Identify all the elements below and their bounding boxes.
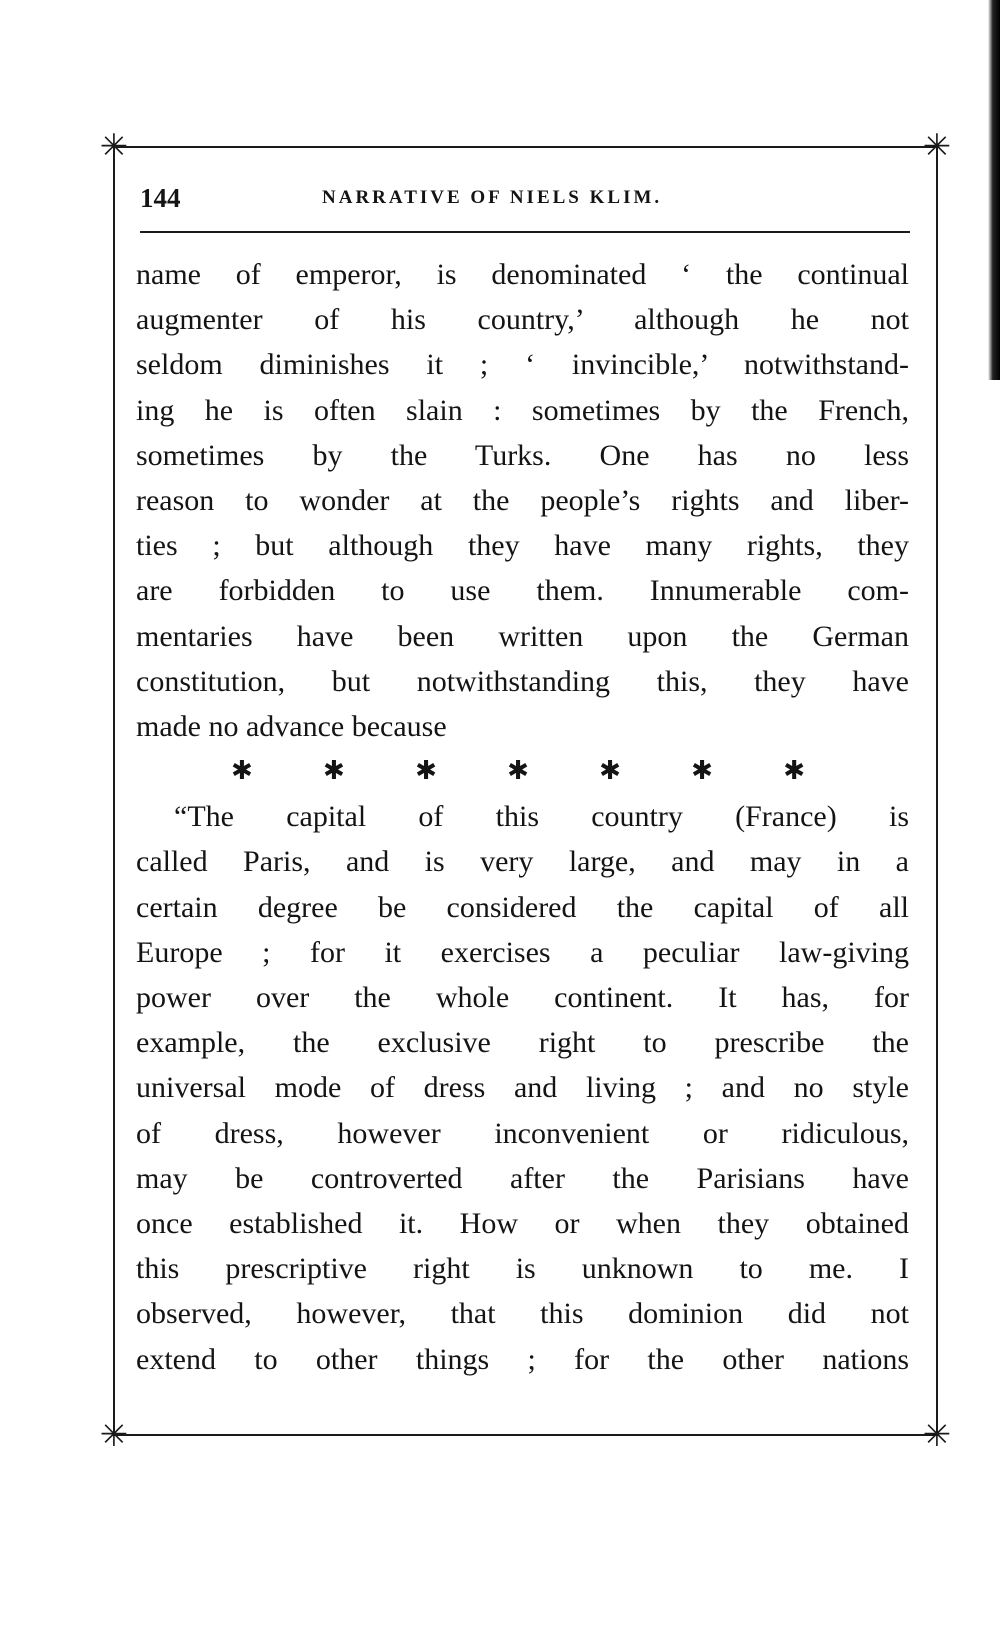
- text-line: mentaries have been written upon the German: [136, 619, 909, 653]
- asterism-icon: ✱: [691, 756, 713, 787]
- text-line: of dress, however inconvenient or ridiculous,: [136, 1116, 909, 1150]
- header-rule: [140, 231, 910, 233]
- frame-right-border: [936, 146, 938, 1436]
- frame-left-border: [113, 146, 115, 1436]
- text-line: this prescriptive right is unknown to me. I: [136, 1252, 909, 1286]
- text-line: may be controverted after the Parisians have: [136, 1161, 909, 1195]
- corner-ornament-icon: ✳: [922, 1415, 952, 1455]
- text-line: called Paris, and is very large, and may in a: [136, 845, 909, 879]
- text-line: name of emperor, is denominated ‘ the continual: [136, 258, 909, 291]
- text-line: once established it. How or when they obtained: [136, 1206, 909, 1240]
- text-line: certain degree be considered the capital of all: [136, 890, 909, 924]
- text-line: augmenter of his country,’ although he not: [136, 303, 909, 337]
- asterism-icon: ✱: [415, 756, 437, 787]
- text-line: observed, however, that this dominion did not: [136, 1297, 909, 1331]
- text-line: universal mode of dress and living ; and no style: [136, 1071, 909, 1105]
- section-break: [136, 749, 909, 794]
- text-line: power over the whole continent. It has, for: [136, 981, 909, 1014]
- text-line: ing he is often slain : sometimes by the French,: [136, 393, 909, 427]
- running-head: [140, 178, 910, 218]
- corner-ornament-icon: ✳: [99, 127, 129, 167]
- text-line: constitution, but notwithstanding this, they have: [136, 664, 909, 698]
- asterism-icon: ✱: [323, 756, 345, 787]
- frame-bottom-border: [112, 1434, 938, 1436]
- text-line: “The capital of this country (France) is: [174, 800, 909, 834]
- text-line: sometimes by the Turks. One has no less: [136, 438, 909, 472]
- text-line: seldom diminishes it ; ‘ invincible,’ notwithstand-: [136, 348, 909, 382]
- asterism-icon: ✱: [231, 756, 253, 787]
- text-line: ties ; but although they have many rights, they: [136, 529, 909, 563]
- corner-ornament-icon: ✳: [922, 127, 952, 167]
- running-title: NARRATIVE OF NIELS KLIM.: [322, 187, 663, 208]
- page-number: 144: [140, 183, 181, 213]
- text-line: example, the exclusive right to prescribe the: [136, 1026, 909, 1060]
- text-line: Europe ; for it exercises a peculiar law-giving: [136, 935, 909, 969]
- frame-top-border: [112, 146, 938, 148]
- text-line: reason to wonder at the people’s rights and liber-: [136, 483, 909, 517]
- scan-edge: [988, 0, 1000, 380]
- body-text: [136, 252, 909, 1382]
- asterism-icon: ✱: [783, 756, 805, 787]
- asterism-icon: ✱: [507, 756, 529, 787]
- corner-ornament-icon: ✳: [99, 1415, 129, 1455]
- text-line: are forbidden to use them. Innumerable com-: [136, 574, 909, 608]
- asterism-icon: ✱: [599, 756, 621, 787]
- text-line: extend to other things ; for the other nations: [136, 1342, 909, 1376]
- text-line: made no advance because: [136, 709, 447, 743]
